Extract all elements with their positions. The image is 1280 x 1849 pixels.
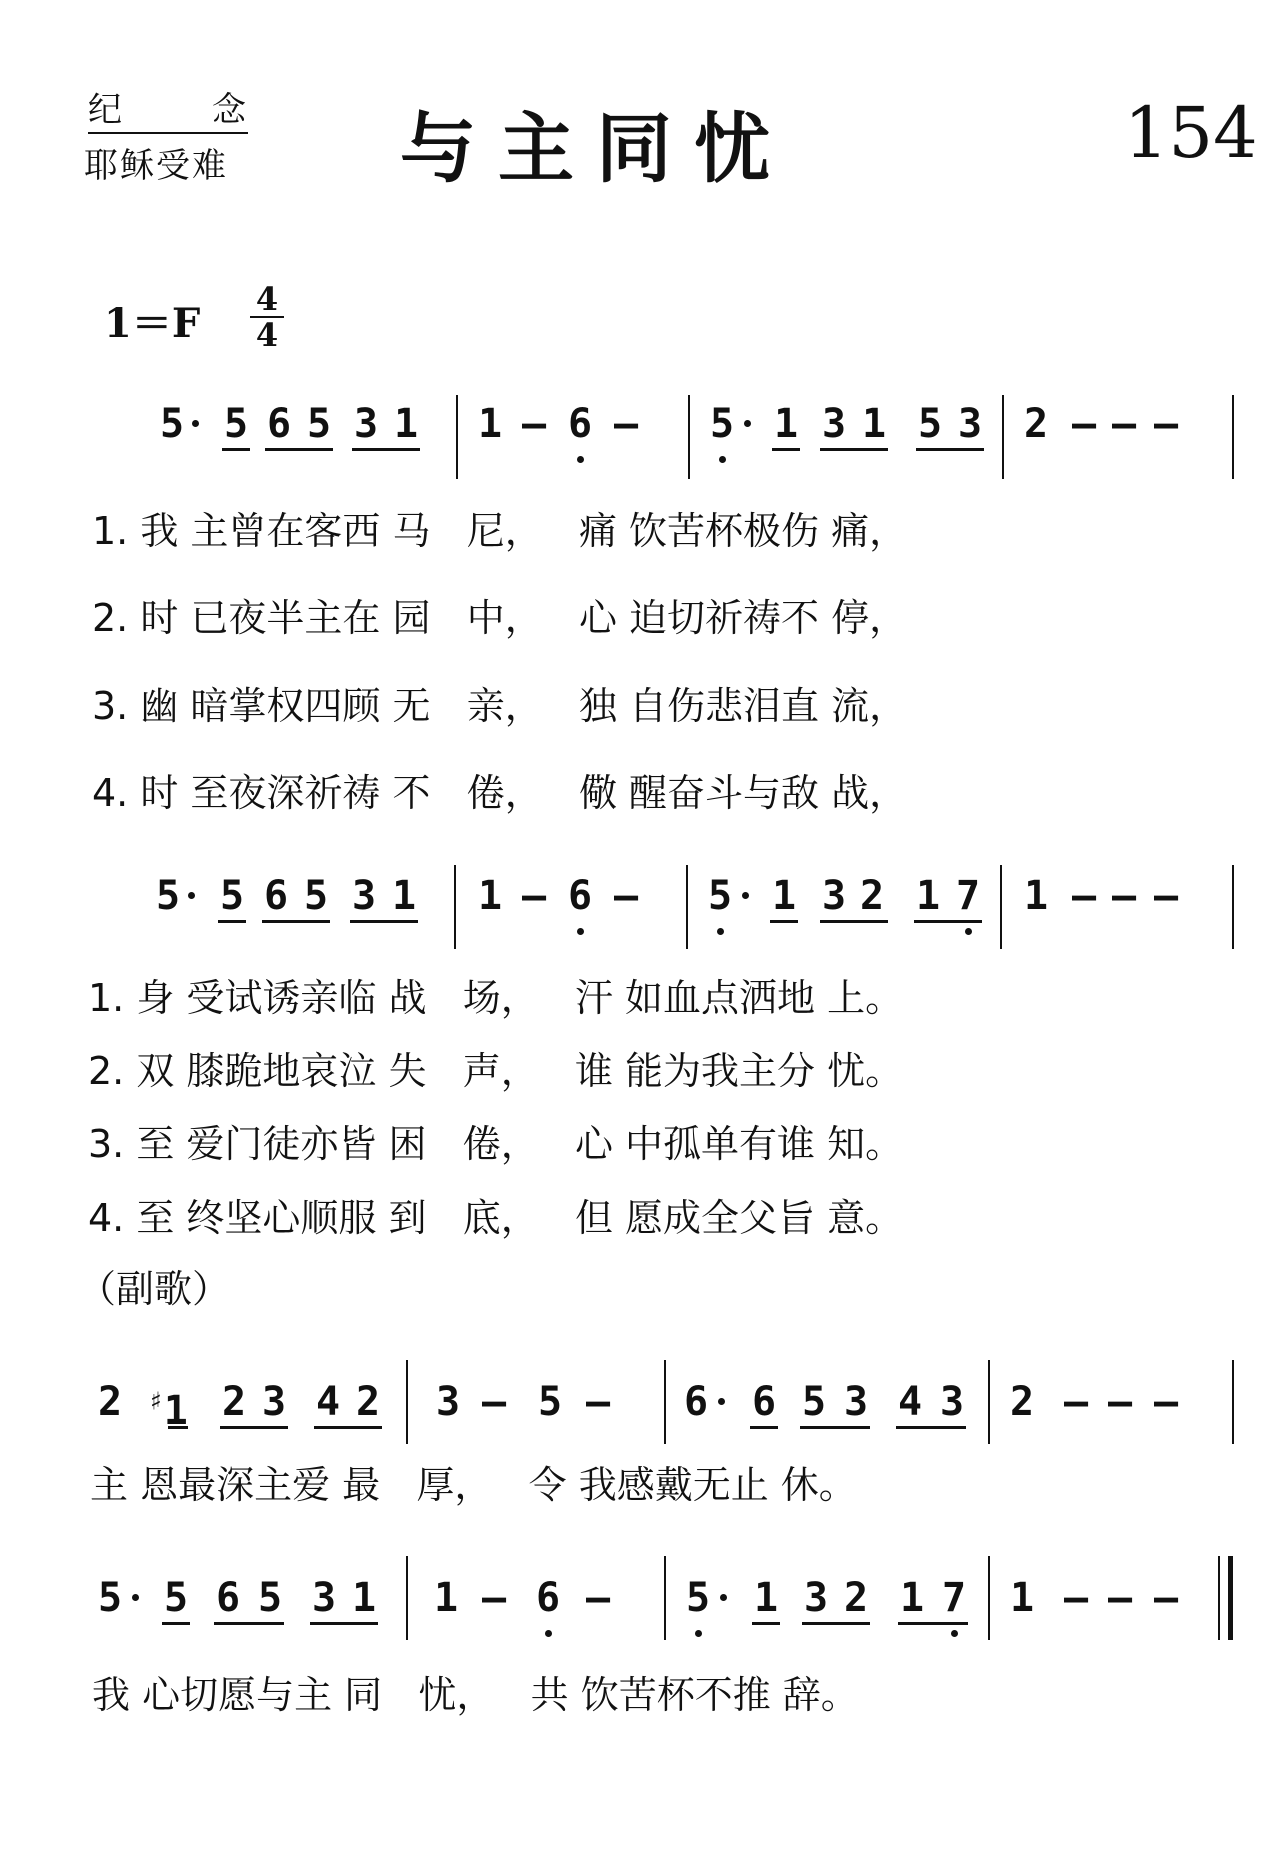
key-signature: 1＝F [104, 300, 201, 347]
lyric-line: 1. 我 主曾在客西 马 尼， 痛 饮苦杯极伤 痛， [92, 509, 908, 553]
time-signature [250, 282, 284, 352]
hymn-title: 与主同忧 [400, 104, 792, 193]
refrain-label: （副歌） [78, 1267, 231, 1311]
lyric-line: 主 恩最深主爱 最 厚， 令 我感戴无止 休。 [90, 1463, 857, 1507]
notation-line-1: 5 5 6 5 3 1 1 – 6 – 5 1 3 1 5 3 2 – – – [0, 400, 1280, 490]
category-top: 纪念 [88, 90, 248, 134]
notation-line-2: 5 5 6 5 3 1 1 – 6 – 5 1 3 2 1 7 1 – – – [0, 872, 1280, 962]
time-numerator: 4 [250, 282, 284, 318]
notation-line-3: 2 ♯1 2 3 4 2 3 – 5 – 6 6 5 3 4 3 2 – – – [97, 1379, 1179, 1434]
notation-line-4: 5 5 6 5 3 1 1 – 6 – 5 1 3 2 1 7 1 – – – [0, 1574, 1280, 1664]
lyric-line: 4. 时 至夜深祈祷 不 倦， 儆 醒奋斗与敌 战， [92, 771, 908, 815]
lyric-line: 1. 身 受试诱亲临 战 场， 汗 如血点洒地 上。 [88, 976, 904, 1020]
category-bottom: 耶稣受难 [84, 146, 228, 186]
lyric-line: 3. 至 爱门徒亦皆 困 倦， 心 中孤单有谁 知。 [88, 1122, 904, 1166]
time-denominator: 4 [255, 316, 279, 354]
lyric-line: 4. 至 终坚心顺服 到 底， 但 愿成全父旨 意。 [88, 1196, 904, 1240]
lyric-line: 3. 幽 暗掌权四顾 无 亲， 独 自伤悲泪直 流， [92, 684, 908, 728]
hymn-number: 154 [1124, 92, 1258, 174]
lyric-line: 我 心切愿与主 同 忧， 共 饮苦杯不推 辞。 [92, 1673, 859, 1717]
lyric-line: 2. 时 已夜半主在 园 中， 心 迫切祈祷不 停， [92, 596, 908, 640]
lyric-line: 2. 双 膝跪地哀泣 失 声， 谁 能为我主分 忧。 [88, 1049, 904, 1093]
